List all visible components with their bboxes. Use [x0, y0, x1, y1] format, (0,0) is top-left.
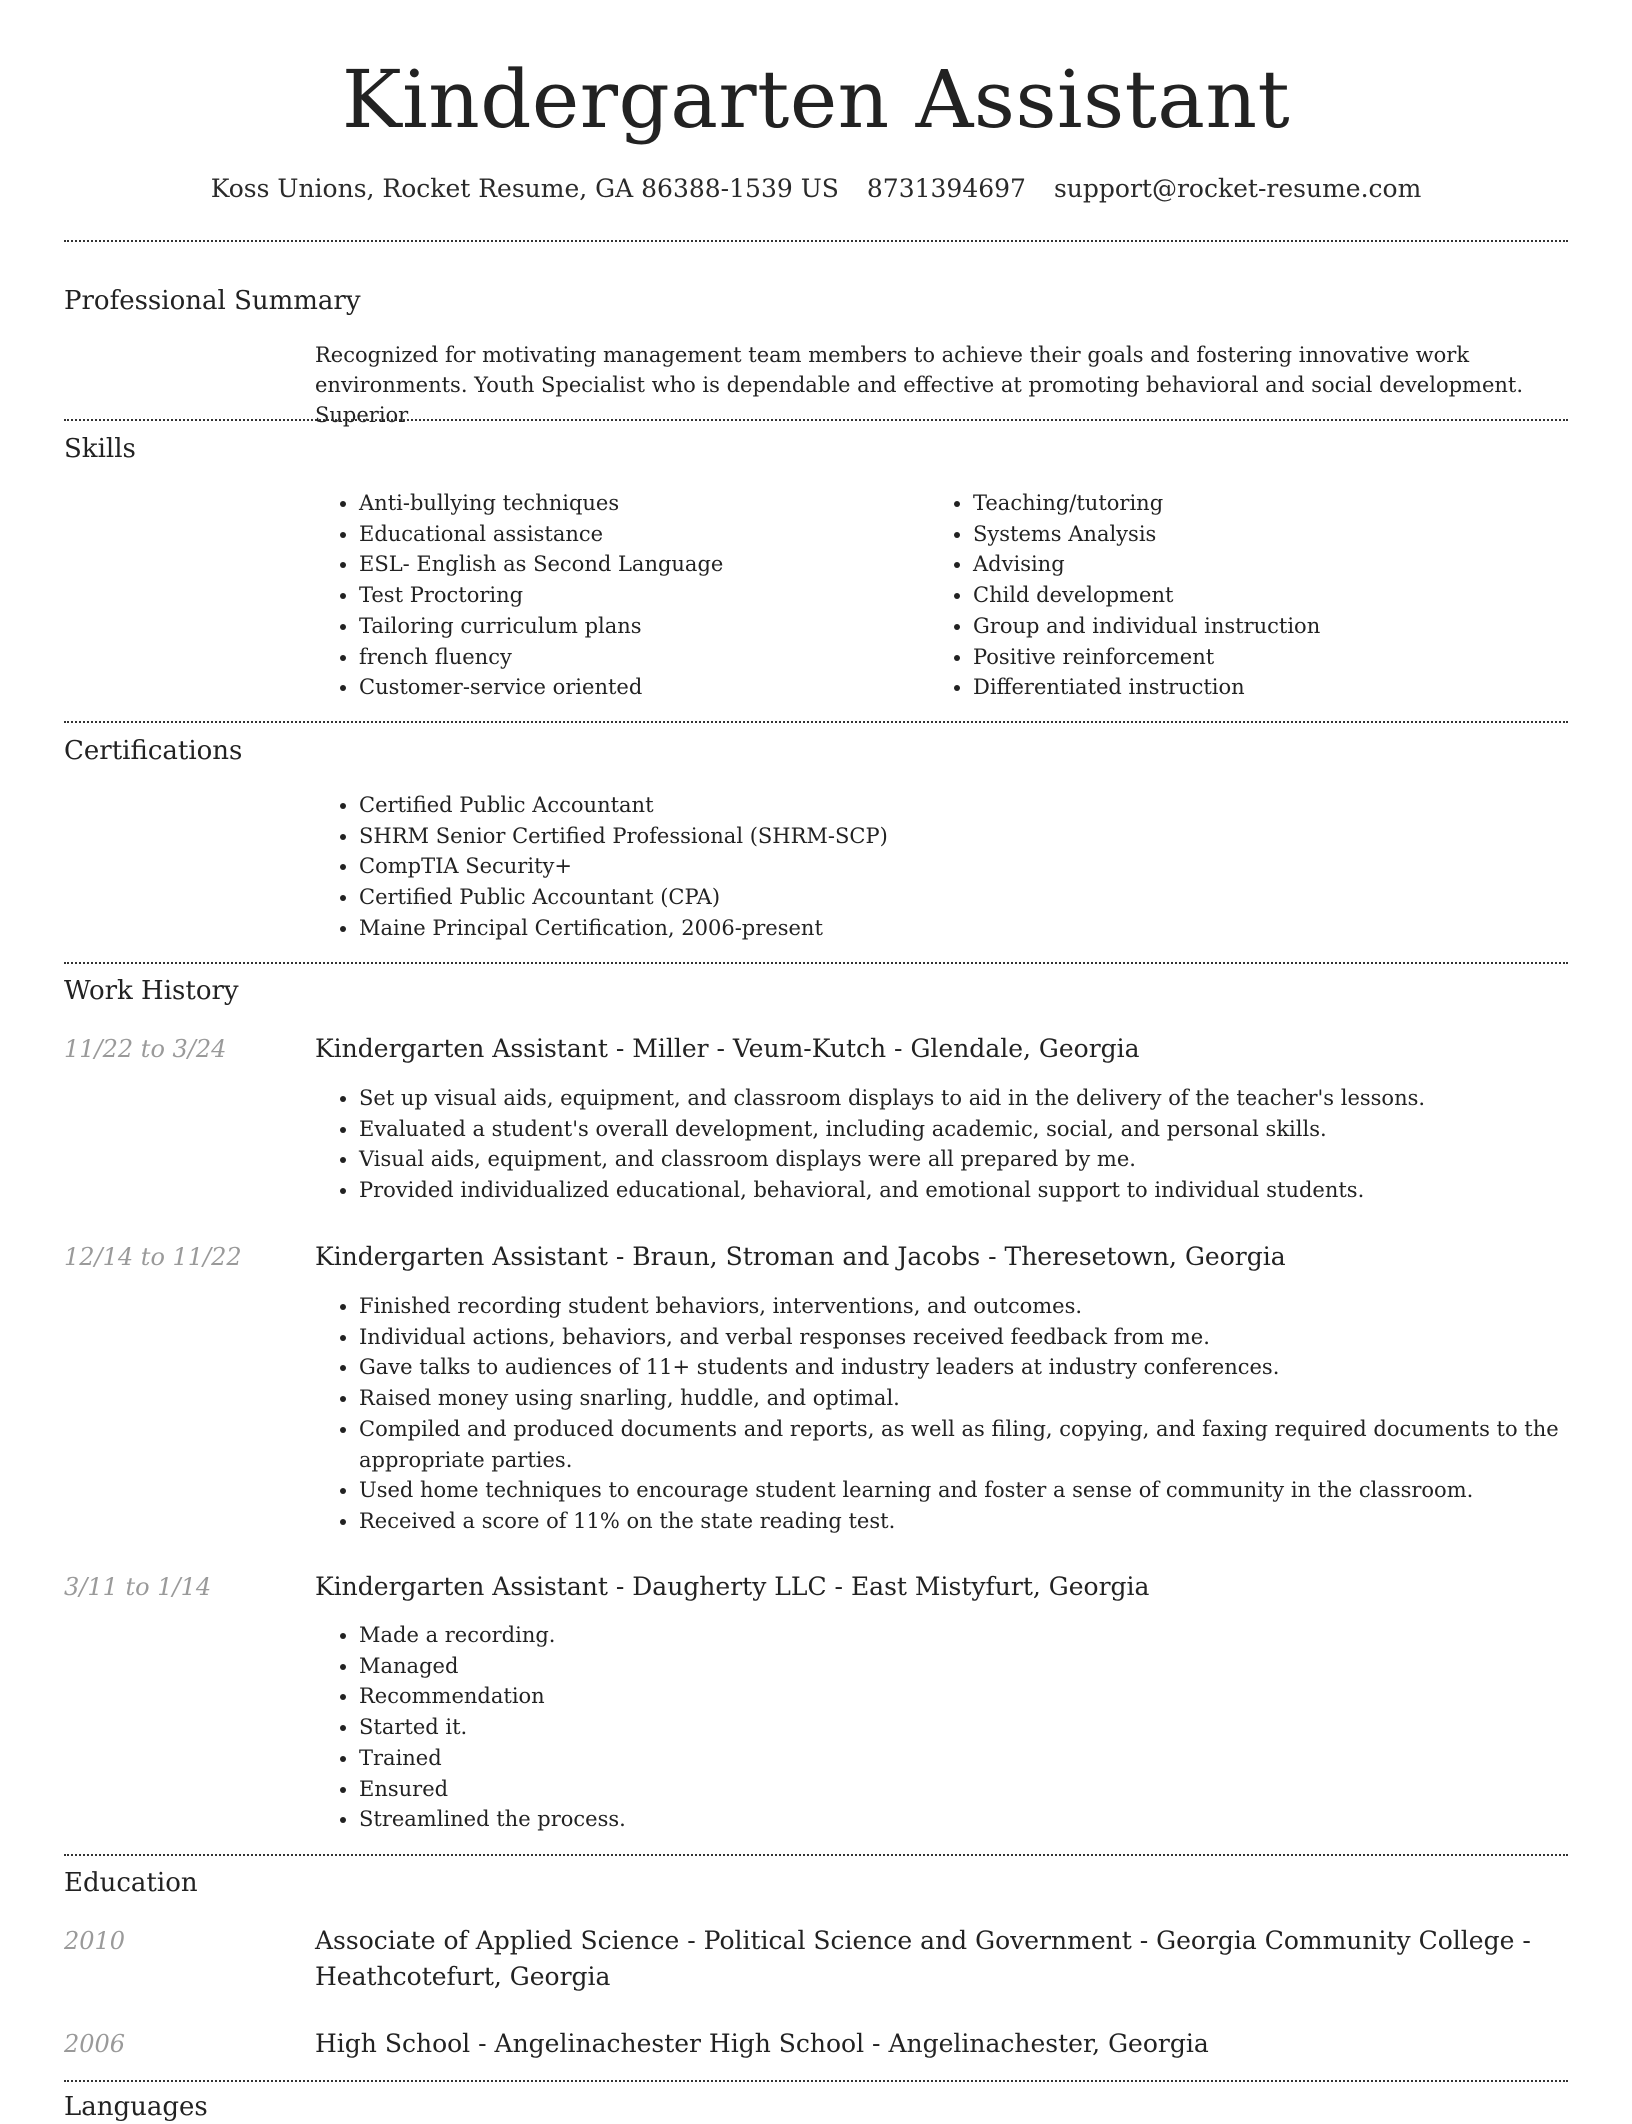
certifications-heading: Certifications — [64, 736, 243, 766]
certification-item: • Certified Public Accountant — [359, 790, 1559, 821]
job-dates: 11/22 to 3/24 — [64, 1035, 227, 1063]
work-history-heading: Work History — [64, 976, 239, 1006]
divider — [64, 962, 1568, 964]
job-bullet: • Compiled and produced documents and reports, as well as filing, copying, and faxing required documents to the appropriate parties. — [359, 1414, 1612, 1475]
languages-heading: Languages — [64, 2092, 208, 2122]
skill-item: • Systems Analysis — [973, 519, 1573, 550]
education-heading-entry: Associate of Applied Science - Political Science and Government - Georgia Community College - Heathcotefurt, Georgia — [315, 1926, 1531, 1991]
skills-list-right — [929, 488, 1573, 703]
job-bullets — [315, 1083, 1612, 1206]
job-bullet: • Started it. — [359, 1712, 1612, 1743]
skill-item: • Differentiated instruction — [973, 672, 1573, 703]
job-bullet: • Raised money using snarling, huddle, and optimal. — [359, 1383, 1612, 1414]
skills-list-left — [315, 488, 919, 703]
contact-email: support@rocket-resume.com — [1053, 174, 1422, 203]
certification-item: • SHRM Senior Certified Professional (SHRM-SCP) — [359, 821, 1559, 852]
job-heading: Kindergarten Assistant - Miller - Veum-Kutch - Glendale, Georgia — [315, 1034, 1140, 1063]
skill-item: • Educational assistance — [359, 519, 919, 550]
job-bullet: • Ensured — [359, 1774, 1612, 1805]
candidate-name: Kindergarten Assistant — [341, 53, 1291, 146]
skill-item: • Tailoring curriculum plans — [359, 611, 919, 642]
certifications-list — [315, 790, 1559, 944]
job-bullet: • Provided individualized educational, behavioral, and emotional support to individual students. — [359, 1175, 1612, 1206]
contact-line — [0, 172, 1632, 206]
job-bullet: • Gave talks to audiences of 11+ students and industry leaders at industry conferences. — [359, 1352, 1612, 1383]
contact-phone: 8731394697 — [866, 174, 1026, 203]
job-bullet: • Trained — [359, 1743, 1612, 1774]
skill-item: • ESL- English as Second Language — [359, 549, 919, 580]
job-bullet: • Visual aids, equipment, and classroom displays were all prepared by me. — [359, 1144, 1612, 1175]
skill-item: • Test Proctoring — [359, 580, 919, 611]
job-bullet: • Used home techniques to encourage student learning and foster a sense of community in the classroom. — [359, 1475, 1612, 1506]
job-heading: Kindergarten Assistant - Braun, Stroman and Jacobs - Theresetown, Georgia — [315, 1242, 1286, 1271]
divider — [64, 1854, 1568, 1856]
divider — [64, 2080, 1568, 2082]
job-heading: Kindergarten Assistant - Daugherty LLC - East Mistyfurt, Georgia — [315, 1572, 1150, 1601]
skill-item: • Group and individual instruction — [973, 611, 1573, 642]
skill-item: • Customer-service oriented — [359, 672, 919, 703]
skill-item: • Advising — [973, 549, 1573, 580]
certification-item: • Certified Public Accountant (CPA) — [359, 882, 1559, 913]
job-bullet: • Recommendation — [359, 1681, 1612, 1712]
skill-item: • Child development — [973, 580, 1573, 611]
certification-item: • Maine Principal Certification, 2006-present — [359, 913, 1559, 944]
divider — [64, 419, 1568, 421]
skill-item: • Positive reinforcement — [973, 642, 1573, 673]
certification-item: • CompTIA Security+ — [359, 851, 1559, 882]
divider — [64, 240, 1568, 242]
job-bullet: • Finished recording student behaviors, interventions, and outcomes. — [359, 1291, 1612, 1322]
education-heading-entry: High School - Angelinachester High School - Angelinachester, Georgia — [315, 2029, 1209, 2058]
skill-item: • Anti-bullying techniques — [359, 488, 919, 519]
job-bullet: • Received a score of 11% on the state reading test. — [359, 1506, 1612, 1537]
job-dates: 3/11 to 1/14 — [64, 1573, 212, 1601]
summary-heading: Professional Summary — [64, 286, 361, 316]
education-heading: Education — [64, 1868, 198, 1898]
skill-item: • Teaching/tutoring — [973, 488, 1573, 519]
job-bullets — [315, 1620, 1612, 1835]
job-bullet: • Made a recording. — [359, 1620, 1612, 1651]
job-bullet: • Managed — [359, 1651, 1612, 1682]
job-bullets — [315, 1291, 1612, 1537]
summary-text: Recognized for motivating management team members to achieve their goals and fostering innovative work environments. Youth Specialist who is dependable and effective at promoting behavioral and social development. Superior — [315, 343, 1524, 427]
divider — [64, 721, 1568, 723]
education-year: 2010 — [64, 1927, 126, 1955]
job-bullet: • Streamlined the process. — [359, 1804, 1612, 1835]
job-bullet: • Evaluated a student's overall development, including academic, social, and personal skills. — [359, 1114, 1612, 1145]
job-dates: 12/14 to 11/22 — [64, 1243, 242, 1271]
skill-item: • french fluency — [359, 642, 919, 673]
job-bullet: • Set up visual aids, equipment, and classroom displays to aid in the delivery of the teacher's lessons. — [359, 1083, 1612, 1114]
education-year: 2006 — [64, 2030, 126, 2058]
contact-address: Koss Unions, Rocket Resume, GA 86388-1539 US — [210, 174, 839, 203]
job-bullet: • Individual actions, behaviors, and verbal responses received feedback from me. — [359, 1322, 1612, 1353]
skills-heading: Skills — [64, 434, 136, 464]
